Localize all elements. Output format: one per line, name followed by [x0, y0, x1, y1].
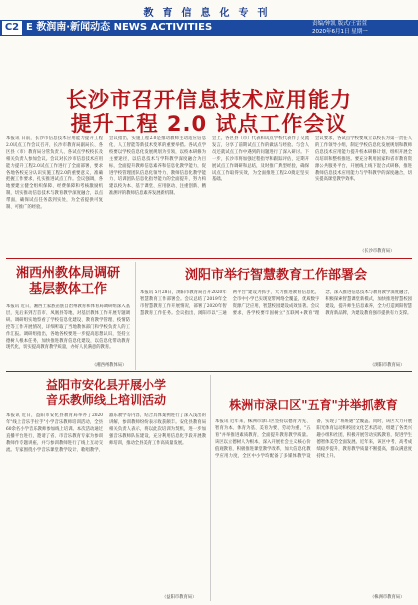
lead-column-1: 本报讯 日前，长沙市信息技术应用能力提升工程2.0试点工作会议召开，长沙市教育局副局长、各区县（市）教育局分管负责人、各试点学校校长及相关负责人参加会议。会议对长沙市信息技术应用能力提升工程2.0试点工作进行了全面部署，要求各地各校充分认识实施工程2.0的重要意义，准确把握工作要求，扎实推进试点工作。会议强调，各地要建立健全组织保障、经费保障和考核激励机制，切实推动信息技术与教育教学深度融合，以点带面，确保试点任务落到实处，为全省提供可复制、可推广的经验。 [6, 136, 103, 211]
divider [6, 371, 412, 372]
yiyang-signature: （益阳市教育局） [162, 595, 197, 600]
editor-meta [312, 20, 412, 36]
xiangxi-title-line2: 基层教体工作 [28, 282, 107, 297]
liuyang-title: 浏阳市举行智慧教育工作部署会 [184, 268, 367, 283]
liuyang-body: 本报讯 5月28日，浏阳市教育局召开2020年智慧教育工作部署会。会议总结了2019年全市智慧教育工作开展情况，部署了2020年智慧教育工作任务。会议指出，浏阳市以"三通两平台"建设为抓手，大力推进教育信息化，全市中小学已实现宽带网络全覆盖，优质数字资源广泛应用，智慧校园建设成效显著。会议要求，各学校要牢固树立"互联网+教育"理念，深入推进信息技术与教育教学深度融合，积极探索智慧课堂新模式，加快推进智慧校园建设，提升师生信息素养，全力打造浏阳智慧教育新品牌，为建设教育强市提供有力支撑。 [140, 290, 412, 316]
yiyang-title-line1: 益阳市安化县开展小学 [45, 378, 166, 392]
masthead: 教育信息化专刊 [143, 8, 277, 19]
divider [6, 258, 412, 259]
xiangxi-title [6, 266, 130, 298]
xiangxi-body: 本报讯 近日，湘西土家族苗族自治州教育和体育局调研组深入基层，先后来到吉首市、凤凰县等地，对基层教体工作开展专题调研。调研组实地察看了学校信息化建设、教育教学管理、疫情防控等工作开展情况，详细听取了当地教体部门和学校负责人的工作汇报。调研组指出，各地各校要进一步提高思想认识，坚持立德树人根本任务，加快推进教育信息化建设，以信息化带动教育现代化，切实提高教育教学质量，办好人民满意的教育。 [6, 304, 130, 351]
lead-title-line1: 长沙市召开信息技术应用能力 [66, 88, 352, 112]
xiangxi-title-line1: 湘西州教体局调研 [15, 266, 120, 281]
section-title: E 教润南·新闻动态 NEWS ACTIVITIES [26, 22, 213, 33]
lead-column-3: 会上，各区县（市）代表和试点学校代表作了交流发言，分享了前期试点工作的做法与经验。与会人员还就试点工作中遇到的问题进行了深入研讨。下一步，长沙市将加强过程指导和跟踪评估，定期开展试点工作调研和总结，及时推广典型经验，确保试点工作取得实效，为全面推进工程2.0奠定坚实基础。 [212, 136, 309, 183]
page-number: C2 [2, 21, 22, 35]
lukou-signature: （株洲市教育局） [370, 595, 405, 600]
column-rule [210, 375, 211, 601]
date-line: 2020年6月1日 星期一 [312, 29, 368, 35]
lukou-title: 株洲市渌口区"五育"并举抓教育 [229, 398, 398, 412]
yiyang-body: 本报讯 近日，益阳市安化县教育局举办了2020年"线上音乐手拉手"小学音乐教师培训活动，全县60余名小学音乐教师参加线上培训。本次活动通过直播平台进行，邀请了省、市音乐教育专家为参训教师作专题讲座，并与参训教师进行了线上互动交流。专家围绕小学音乐课堂教学设计、歌唱教学、器乐教学等内容，结合具体案例进行了深入浅出的讲解，参训教师纷纷表示收获颇丰。安化县教育局相关负责人表示，将以此次培训为契机，进一步加强音乐教师队伍建设，充分利用信息化手段开展教师培训，推动全县美育工作高质量发展。 [6, 413, 206, 453]
lukou-body: 本报讯 近年来，株洲市渌口区坚持以德育为先、智育为本、体育为基、美育为要、劳动为重，"五育"并举推进素质教育，全面提升教育教学质量。该区以立德树人为根本，深入开展社会主义核心价值观教育，积极推进课堂教学改革，加大信息化教学应用力度，全区中小学均配备了多媒体教学设备，实现了"班班通"全覆盖。同时，该区大力开展阳光体育运动和校园文化艺术活动，组建了各类兴趣小组和社团，积极开展劳动实践教育，促进学生德智体美劳全面发展。近年来，该区中考、高考成绩稳步提升，教育教学质量不断提高，群众满意度持续上升。 [215, 419, 412, 459]
lead-signature: （长沙市教育局） [360, 249, 395, 254]
liuyang-signature: （浏阳市教育局） [370, 363, 405, 368]
xiangxi-signature: （湘西州教体局） [92, 363, 127, 368]
yiyang-title [6, 378, 206, 408]
lead-title-line2: 提升工程 2.0 试点工作会议 [70, 112, 348, 136]
yiyang-title-line2: 音乐教师线上培训活动 [45, 393, 166, 407]
column-rule [135, 262, 136, 370]
lead-column-4: 会议要求，各试点学校要成立以校长为第一责任人的工作领导小组，制定学校信息化发展规划和教师信息技术应用能力提升校本研修计划，组织开展全员培训和整校推进。要充分利用国家和省市教育资源公共服务平台，开展线上线下混合式研修，推进教师信息技术应用能力与学科教学的深度融合，切实提高课堂教学效率。 [315, 136, 412, 183]
editor-line: 责编/钟凯 版式/王雷萱 [312, 21, 367, 27]
lead-column-2: 会议指出，实施工程2.0是推动教师主动适应信息化、人工智能等新技术变革的重要举措。各试点学校要以学校信息化发展规划为引领，以校本研修为主要途径，以信息技术与学科教学深度融合为目标，全面提升教师信息素养和信息化教学能力，促进学校管理团队信息化领导力、教师信息化教学能力、培训团队信息化指导能力的全面提升，努力构建以校为本、基于课堂、应用驱动、注重创新、精准测评的教师信息素养发展新机制。 [109, 136, 206, 197]
page-header [0, 0, 418, 38]
